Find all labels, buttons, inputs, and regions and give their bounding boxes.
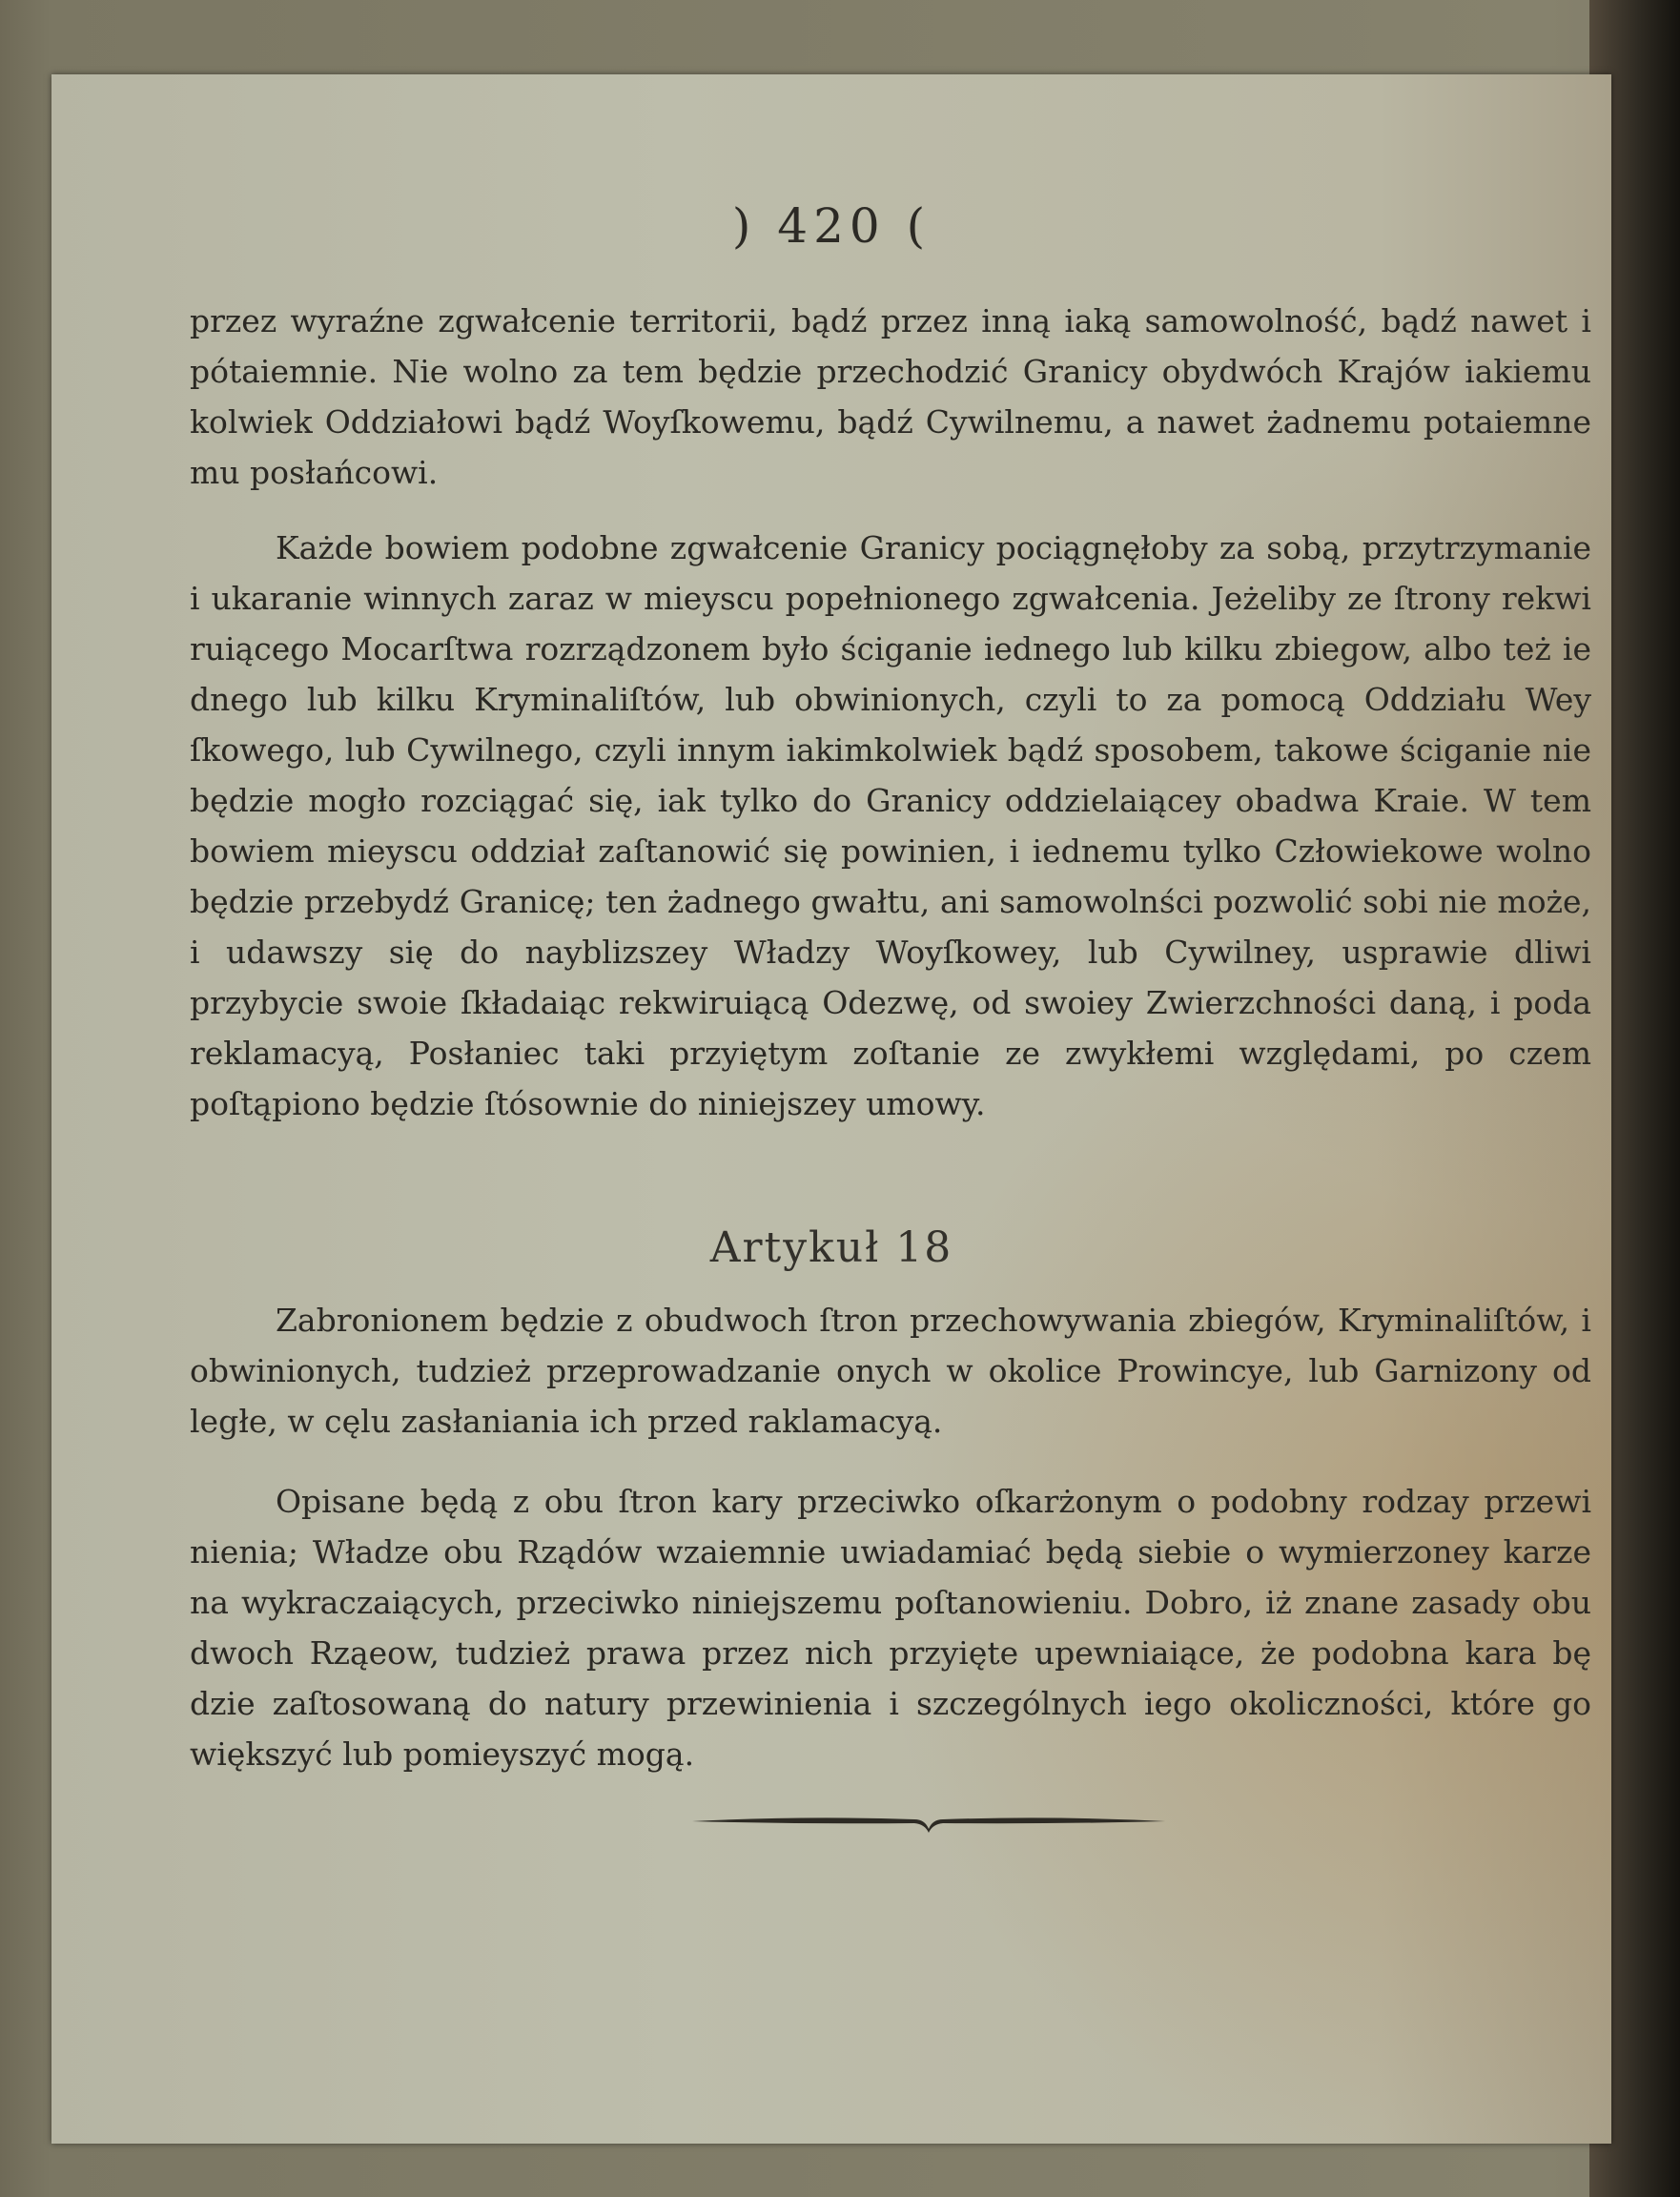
tailpiece-ornament-icon xyxy=(690,1808,1167,1837)
paragraph-2: Każde bowiem podobne zgwałcenie Granicy pociągnęłoby za sobą, przytrzymanie i ukaranie winnych zaraz w mieyscu popełnionego zgwałcenia. Jeżeliby ze ſtrony rekwi ruiącego Mocarſtwa rozrządzonem było ściganie iednego lub kilku zbiegow, albo też ie dnego lub kilku Kryminaliſtów, lub obwinionych, czyli to za pomocą Oddziału Wey ſkowego, lub Cywilnego, czyli innym iakimkolwiek bądź sposobem, takowe ściganie nie będzie mogło rozciągać się, iak tylko do Granicy oddzielaiącey obadwa Kraie. W tem bowiem mieyscu oddział zaſtanowić się powinien, i iednemu tylko Człowiekowe wolno będzie przebydź Granicę; ten żadnego gwałtu, ani samowolnści pozwolić sobi nie może, i udawszy się do nayblizszey Władzy Woyſkowey, lub Cywilney, usprawie dliwi przybycie swoie ſkładaiąc rekwiruiącą Odezwę, od swoiey Zwierzchności daną, i poda reklamacyą, Posłaniec taki przyiętym zoſtanie ze zwykłemi względami, po czem poſtąpiono będzie ſtósownie do niniejszey umowy. xyxy=(190,529,1591,1122)
paragraph-3: Zabronionem będzie z obudwoch ſtron przechowywania zbiegów, Kryminaliſtów, i obwinionych, tudzież przeprowadzanie onych w okolice Prowincye, lub Garnizony od ległe, w cęlu zasłaniania ich przed raklamacyą. xyxy=(190,1302,1591,1440)
article-heading: Artykuł 18 xyxy=(709,1223,953,1272)
paragraph-continuation xyxy=(190,296,1591,498)
paragraph-4: Opisane będą z obu ſtron kary przeciwko oſkarżonym o podobny rodzay przewi nienia; Władze obu Rządów wzaiemnie uwiadamiać będą siebie o wymierzoney karze na wykraczaiących, przeciwko niniejszemu poſtanowieniu. Dobro, iż znane zasady obu dwoch Rząeow, tudzież prawa przez nich przyięte upewniaiące, że podobna kara bę dzie zaſtosowaną do natury przewinienia i szczególnych iego okoliczności, które go większyć lub pomieyszyć mogą. xyxy=(190,1483,1591,1773)
paragraph-block-3 xyxy=(190,1295,1591,1447)
paragraph-block-4 xyxy=(190,1476,1591,1779)
paragraph-block-2 xyxy=(190,523,1591,1129)
paragraph-1: przez wyraźne zgwałcenie territorii, bądź przez inną iaką samowolność, bądź nawet i pótaiemnie. Nie wolno za tem będzie przechodzić Granicy obydwóch Krajów iakiemu kolwiek Oddziałowi bądź Woyſkowemu, bądź Cywilnemu, a nawet żadnemu potaiemne mu posłańcowi. xyxy=(190,302,1591,491)
page-number: ) 420 ( xyxy=(731,198,932,254)
book-page xyxy=(51,74,1611,2144)
